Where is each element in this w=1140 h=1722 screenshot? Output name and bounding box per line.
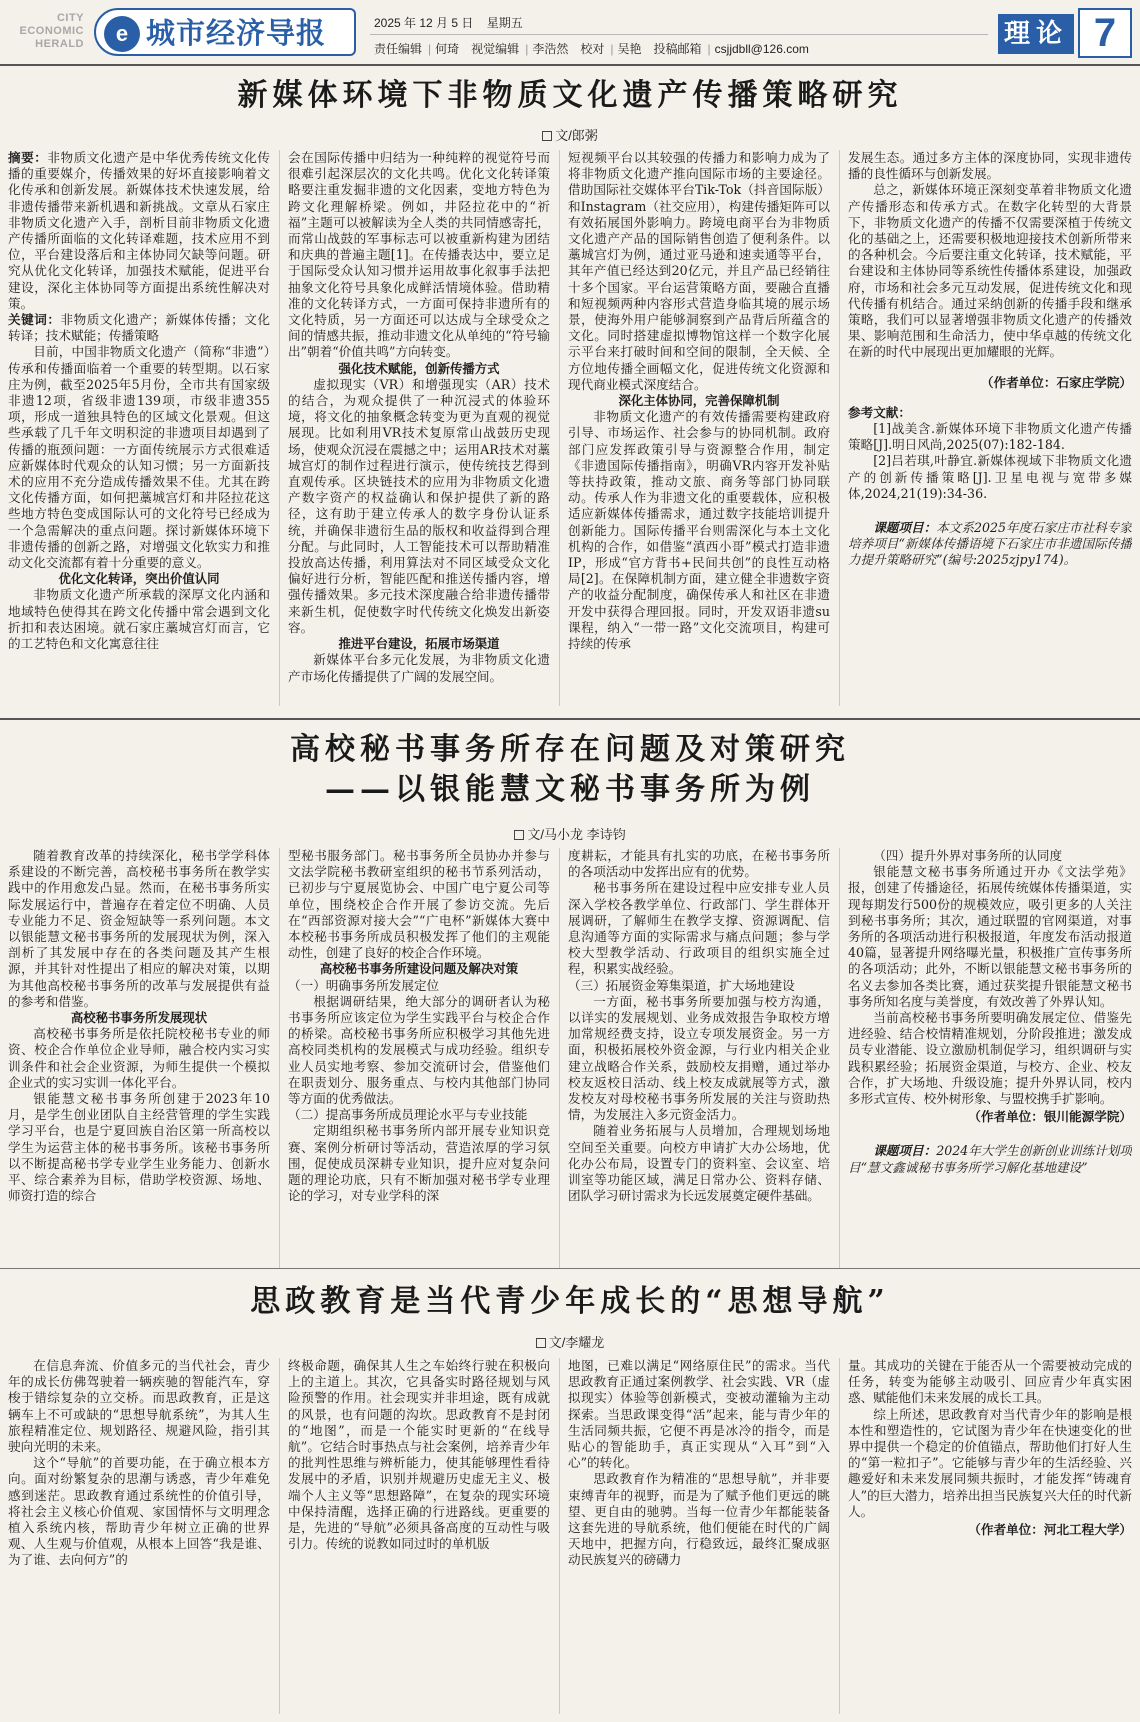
abstract-label: 摘要：	[8, 151, 48, 165]
project-label: 课题项目：	[873, 521, 937, 536]
column-divider	[839, 150, 840, 706]
paragraph: 随着教育改革的持续深化，秘书学学科体系建设的不断完善，高校秘书事务所在教学实践中的作用愈发凸显。然而，在秘书事务所实际发展运行中，普遍存在着定位不明确、人员专业能力不足、资金短缺等一系列问题。本文以银能慧文秘书事务所的发展现状为例，深入剖析了其发展中存在的各类问题及其产生根源，并其针对性提出了相应的解决对策，以期为其他高校秘书事务所的改革与发展提供有益的参考和借鉴。	[8, 848, 270, 1009]
paragraph: 终极命题，确保其人生之车始终行驶在积极向上的主道上。其次，它具备实时路径规划与风险预警的作用。社会现实并非坦途，既有成就的风景，也有问题的沟坎。思政教育不是封闭的“地图”，而是一个能实时更新的“在线导航”。它结合时事热点与社会案例，培养青少年的批判性思维与辨析能力，使其能够理性看待发展中的矛盾，识别并规避历史虚无主义、极端个人主义等“思想路障”，在复杂的现实环境中保持清醒，选择正确的行进路线。更重要的是，先进的“导航”必须具备高度的互动性与吸引力。传统的说教如同过时的单机版	[288, 1358, 550, 1552]
project-text: 2024年大学生创新创业训练计划项目“慧文鑫诚秘书事务所学习解化基地建设”	[848, 1143, 1132, 1175]
paragraph: 度耕耘，才能具有扎实的功底，在秘书事务所的各项活动中发挥出应有的优势。	[568, 848, 830, 880]
reference: [2]吕若琪,叶静宜.新媒体视域下非物质文化遗产的创新传播策略[J].卫星电视与宽带多媒体,2024,21(19):34-36.	[848, 453, 1132, 501]
project-text: 本文系2025年度石家庄市社科专家培养项目“新媒体传播语境下石家庄市非遗国际传播力提升策略研究”(编号:2025zjpy174)。	[848, 520, 1132, 568]
reference: [1]战美含.新媒体环境下非物质文化遗产传播策略[J].明日风尚,2025(07):182-184.	[848, 421, 1132, 453]
column-divider	[559, 150, 560, 706]
byline-box-icon	[536, 1338, 546, 1348]
article3-column-1	[8, 1358, 270, 1714]
column-divider	[279, 1358, 280, 1714]
subheading: （一）明确事务所发展定位	[288, 977, 440, 993]
staff-credits: 责任编辑 | 何琦 视觉编辑 | 李浩然 校对 | 吴艳 投稿邮箱 | csjjdbll@126.com	[374, 42, 809, 56]
paragraph: 发展生态。通过多方主体的深度协同，实现非遗传播的良性循环与创新发展。	[848, 150, 1132, 182]
author: 文/马小龙 李诗钧	[527, 827, 626, 842]
brand-en-line: CITY	[56, 12, 84, 24]
article1-column-2	[288, 150, 550, 706]
paragraph: 根据调研结果，绝大部分的调研者认为秘书事务所应该定位为学生实践平台与校企合作的桥梁。高校秘书事务所应积极学习其他先进高校同类机构的发展模式与成功经验。组织专业人员实地考察、参加交流研讨会，借鉴他们在职责划分、服务重点、与校内其他部门协同等方面的优秀做法。	[288, 993, 550, 1107]
weekday: 星期五	[486, 16, 523, 30]
article2-column-2	[288, 848, 550, 1268]
article3-byline	[0, 1332, 1140, 1351]
article-divider	[0, 718, 1140, 720]
author-unit: （作者单位：河北工程大学）	[968, 1523, 1132, 1538]
project-label: 课题项目：	[873, 1144, 937, 1159]
article2-subtitle: ——以银能慧文秘书事务所为例	[325, 772, 815, 807]
column-divider	[839, 1358, 840, 1714]
keywords-label: 关键词：	[8, 313, 61, 328]
subheading: （二）提高事务所成员理论水平与专业技能	[288, 1107, 528, 1123]
paragraph: 非物质文化遗产的有效传播需要构建政府引导、市场运作、社会参与的协同机制。政府部门应发挥政策引导与资源整合作用，制定《非遗国际传播指南》，明确VR内容开发补贴等扶持政策，推动文旅、商务等部门协同联动。传承人作为非遗文化的重要载体，应积极适应新媒体传播需求，通过数字技能培训提升创新能力。国际传播平台则需深化与本土文化机构的合作，如借鉴“滇西小哥”模式打造非遗IP，形成“官方背书+民间共创”的良性互动格局[2]。在保障机制方面，建立健全非遗数字资产的收益分配制度，确保传承人和社区在非遗开发中获得合理回报。同时，开发双语非遗su课程，纳入“一带一路”文化交流项目，构建可持续的传承	[568, 409, 830, 652]
subheading: 高校秘书事务所建设问题及解决对策	[319, 962, 519, 977]
masthead-rule	[0, 64, 1140, 66]
article1-column-4	[848, 150, 1132, 706]
subheading: 优化文化转译，突出价值认同	[58, 572, 220, 587]
article2-column-4	[848, 848, 1132, 1268]
paragraph: 一方面，秘书事务所要加强与校方沟通，以详实的发展规划、业务成效报告争取校方增加常规经费支持，设立专项发展资金。另一方面，积极拓展校外资金源，与行业内相关企业建立战略合作关系，鼓励校友捐赠，通过举办校友返校日活动、线上校友成就展等方式，激发校友对母校秘书事务所发展的关注与资助热情，为发展注入多元资金活力。	[568, 993, 830, 1123]
submission-email[interactable]: csjjdbll@126.com	[714, 42, 809, 56]
article3-column-2	[288, 1358, 550, 1714]
newspaper-logo	[94, 8, 356, 56]
brand-en-line: ECONOMIC	[19, 25, 84, 37]
staff-role: 校对	[580, 42, 605, 56]
staff-name: 吴艳	[617, 42, 642, 56]
subheading: （三）拓展资金筹集渠道，扩大场地建设	[568, 977, 795, 993]
logo-e-icon: e	[104, 16, 140, 52]
staff-role: 投稿邮箱	[653, 42, 702, 56]
byline-box-icon	[514, 830, 524, 840]
author-unit: （作者单位：银川能源学院）	[968, 1110, 1132, 1125]
author: 文/李耀龙	[548, 1335, 605, 1350]
subheading: 强化技术赋能，创新传播方式	[338, 361, 500, 376]
column-divider	[559, 1358, 560, 1714]
keywords-text: 非物质文化遗产；新媒体传播；文化转译；技术赋能；传播策略	[8, 312, 270, 344]
article2-column-1	[8, 848, 270, 1268]
abstract-text: 非物质文化遗产是中华优秀传统文化传播的重要媒介，传播效果的好坏直接影响着文化传承和创新发展。新媒体技术快速发展，给非遗传播带来新机遇和新挑战。文章从石家庄非物质文化遗产入手，剖析目前非物质文化遗产传播所面临的文化转译难题，技术应用不到位，平台建设落后和主体协同欠缺等问题。研究从优化文化转译，加强技术赋能，促进平台建设，深化主体协同等方面提出系统性解决对策。	[8, 150, 270, 311]
paragraph: 定期组织秘书事务所内部开展专业知识竞赛、案例分析研讨等活动，营造浓厚的学习氛围，促使成员深耕专业知识，提升应对复杂问题的理论功底，只有不断加强对秘书学专业理论的学习，对专业学科的深	[288, 1123, 550, 1204]
paragraph: 型秘书服务部门。秘书事务所全员协办并参与文法学院秘书教研室组织的秘书节系列活动，已初步与宁夏展览协会、中国广电宁夏公司等单位，围绕校企合作开展了参访交流。先后在“西部资源对接大会”“广电杯”新媒体大赛中本校秘书事务所成员积极发挥了他们的主观能动性，创建了良好的校企合作环境。	[288, 848, 550, 961]
references-label: 参考文献：	[848, 405, 911, 420]
paragraph: 这个“导航”的首要功能，在于确立根本方向。面对纷繁复杂的思潮与诱惑，青少年难免感到迷茫。思政教育通过系统性的价值引导，将社会主义核心价值观、家国情怀与文明理念植入系统内核，帮助青少年树立正确的世界观、人生观与价值观，从根本上回答“我是谁、为了谁、去向何方”的	[8, 1455, 270, 1568]
article1-column-3	[568, 150, 830, 706]
paragraph: 随着业务拓展与人员增加，合理规划场地空间至关重要。向校方申请扩大办公场地，优化办公布局，设置专门的资料室、会议室、培训室等功能区域，满足日常办公、资料存储、团队学习研讨需求为长远发展奠定硬件基础。	[568, 1123, 830, 1204]
staff-name: 何琦	[435, 42, 460, 56]
paragraph: 地图，已难以满足“网络原住民”的需求。当代思政教育正通过案例教学、社会实践、VR（虚拟现实）体验等创新模式，变被动灌输为主动探索。当思政课变得“活”起来，能与青少年的生活同频共振，它便不再是冰冷的指令，而是贴心的智能助手，真正实现从“入耳”到“入心”的转化。	[568, 1358, 830, 1471]
article3-title: 思政教育是当代青少年成长的“思想导航”	[250, 1284, 890, 1319]
paragraph: 思政教育作为精准的“思想导航”，并非要束缚青年的视野，而是为了赋予他们更远的眺望、更自由的驰骋。当每一位青少年都能装备这套先进的导航系统，他们便能在时代的广阔天地中，把握方向，行稳致远，最终汇聚成驱动民族复兴的磅礴力	[568, 1471, 830, 1568]
subheading: （四）提升外界对事务所的认同度	[873, 848, 1063, 863]
author: 文/郎粥	[555, 128, 598, 143]
subheading: 高校秘书事务所发展现状	[70, 1011, 208, 1026]
column-divider	[559, 848, 560, 1268]
paragraph: 总之，新媒体环境正深刻变革着非物质文化遗产传播形态和传承方式。在数字化转型的大背景下，非物质文化遗产的传播不仅需要深植于传统文化的基础之上，还需要积极地迎接技术创新所带来的各种机会。今后要注重文化转译，技术赋能，平台建设和主体协同等系统性传播体系建设，加强政府，市场和社会多元互动发展，促进传统文化和现代传播有机结合。通过采纳创新的传播手段和继承策略，我们可以显著增强非物质文化遗产的传播效果、影响范围和生命活力，使中华卓越的传统文化在新的时代中展现出更加耀眼的光辉。	[848, 182, 1132, 360]
paragraph: 高校秘书事务所是依托院校秘书专业的师资、校企合作单位企业导师，融合校内实习实训条件和社会企业资源，为师生提供一个模拟企业式的实习实训一体化平台。	[8, 1026, 270, 1090]
paragraph: 目前，中国非物质文化遗产（简称“非遗”）传承和传播面临着一个重要的转型期。以石家庄为例，截至2025年5月份，全市共有国家级非遗12项，省级非遗139项，市级非遗355项，形成一道独具特色的区域文化景观。但这些承载了几千年文明积淀的非遗项目却遇到了传播的瓶颈问题：一方面传统展示方式很难适应新媒体时代观众的认知习惯；另一方面新技术的应用不充分造成传播效果不佳。尤其在跨文化传播方面，如何把藁城宫灯和井陉拉花这些地方特色变成国际认可的文化符号已经成为一个急需解决的重点问题。探讨新媒体环境下非遗传播的创新之路，对增强文化软实力和推动文化交流都有着十分重要的意义。	[8, 344, 270, 571]
brand-en-line: HERALD	[35, 38, 84, 50]
masthead-divider	[370, 34, 988, 35]
author-unit: （作者单位：石家庄学院）	[980, 375, 1132, 390]
byline-box-icon	[542, 131, 552, 141]
english-brand-name	[8, 12, 84, 51]
paragraph: 虚拟现实（VR）和增强现实（AR）技术的结合，为观众提供了一种沉浸式的体验环境，将文化的抽象概念转变为更为直观的视觉展现。比如利用VR技术复原常山战鼓历史现场，使观众沉浸在震撼之中；运用AR技术对藁城宫灯的制作过程进行演示，使传统技艺得到直观传承。区块链技术的应用为非物质文化遗产数字资产的权益确认和保护提供了新的路径，这有助于建立传承人的数字身份认证系统，并确保非遗衍生品的版权和收益得到合理分配。与此同时，人工智能技术可以帮助精准投放高达传播，利用算法对不同区域受众文化偏好进行分析，智能匹配和推送传播内容，增强传播效果。多元技术深度融合给非遗传播带来新生机，促使数字时代传统文化焕发出新姿容。	[288, 376, 550, 635]
paragraph: 银能慧文秘书事务所通过开办《文法学苑》报，创建了传播途径，拓展传统媒体传播渠道，实现每期发行500份的规模效应，吸引更多的人关注到秘书事务所；其次，通过联盟的官网渠道，对事务所的各项活动进行积极报道，年度发布活动报道40篇，显著提升网络曝光量，积极推广宣传事务所的各项活动；此外，不断以银能慧文秘书事务所的名义去参加各类比赛，通过获奖提升银能慧文秘书事务所知名度与美誉度，有效改善了外界认知。	[848, 864, 1132, 1009]
newspaper-name: 城市经济导报	[146, 16, 327, 50]
paragraph: 综上所述，思政教育对当代青少年的影响是根本性和塑造性的，它试图为青少年在快速变化的世界中提供一个稳定的价值锚点，帮助他们打好人生的“第一粒扣子”。它能够与青少年的生活经验、兴趣爱好和未来发展同频共振时，才能发挥“铸魂育人”的巨大潜力，培养出担当民族复兴大任的时代新人。	[848, 1406, 1132, 1519]
article1-column-1	[8, 150, 270, 706]
date: 2025 年 12 月 5 日	[374, 16, 474, 30]
paragraph: 新媒体平台多元化发展，为非物质文化遗产市场化传播提供了广阔的发展空间。	[288, 652, 550, 684]
section-label: 理论	[998, 14, 1074, 54]
page-number: 7	[1078, 8, 1132, 58]
column-divider	[279, 150, 280, 706]
paragraph: 量。其成功的关键在于能否从一个需要被动完成的任务，转变为能够主动吸引、回应青少年真实困惑、赋能他们未来发展的成长工具。	[848, 1358, 1132, 1406]
article-divider	[0, 1268, 1140, 1269]
paragraph: 短视频平台以其较强的传播力和影响力成为了将非物质文化遗产推向国际市场的主要途径。借助国际社交媒体平台Tik-Tok（抖音国际版）和Instagram（社交应用），构建传播矩阵可以有效拓展国外影响力。跨境电商平台为非物质文化遗产产品的国际销售创造了便利条件。以藁城宫灯为例，通过亚马逊和速卖通等平台，其年产值已经达到20亿元，并且产品已经销往十多个国家。平台运营策略方面，要融合直播和短视频两种内容形式营造身临其境的展示场景，使海外用户能够洞察到产品背后所蕴含的文化。同时搭建虚拟博物馆这样一个数字化展示平台来打破时间和空间的限制，全天候、全方位地传播全画幅文化，促进传统文化资源和现代商业模式深度结合。	[568, 150, 830, 392]
masthead	[0, 0, 1140, 64]
subheading: 深化主体协同，完善保障机制	[618, 394, 780, 409]
paragraph: 在信息奔流、价值多元的当代社会，青少年的成长仿佛驾驶着一辆疾驰的智能汽车，穿梭于错综复杂的立交桥。而思政教育，正是这辆车上不可或缺的“思想导航系统”，为其人生旅程精准定位、规划路径、规避风险，指引其驶向光明的未来。	[8, 1358, 270, 1455]
article2-column-3	[568, 848, 830, 1268]
article2-byline	[0, 824, 1140, 843]
paragraph: 银能慧文秘书事务所创建于2023年10月，是学生创业团队自主经营管理的学生实践学习平台，也是宁夏回族自治区第一所高校以学生为运营主体的秘书事务所。该秘书事务所以不断提高秘书学专业学生业务能力、创新水平、综合素养为目标，借助学校资源、场地、师资打造的综合	[8, 1091, 270, 1204]
column-divider	[839, 848, 840, 1268]
staff-role: 责任编辑	[374, 42, 423, 56]
paragraph: 当前高校秘书事务所要明确发展定位、借鉴先进经验、结合校情精准规划，分阶段推进；激发成员专业潜能、设立激励机制促学习，组织调研与实践积累经验；拓展资金渠道，与校方、企业、校友合作，扩大场地、升级设施；提升外界认同，校内多形式宣传、校外树形象、与盟校携手扩影响。	[848, 1010, 1132, 1107]
staff-name: 李浩然	[532, 42, 569, 56]
paragraph: 秘书事务所在建设过程中应安排专业人员深入学校各教学单位、行政部门、学生群体开展调研，了解师生在教学支撑、资源调配、信息沟通等方面的实际需求与痛点问题；参与学校大型教学活动、行政项目的组织实施全过程，积累实战经验。	[568, 880, 830, 977]
staff-role: 视觉编辑	[471, 42, 520, 56]
article1-byline	[0, 125, 1140, 144]
article1-title: 新媒体环境下非物质文化遗产传播策略研究	[237, 78, 903, 113]
paragraph: 非物质文化遗产所承载的深厚文化内涵和地域特色使得其在跨文化传播中常会遇到文化折扣和表达困境。就石家庄藁城宫灯而言，它的工艺特色和文化寓意往往	[8, 587, 270, 652]
issue-date	[374, 14, 533, 31]
article2-title: 高校秘书事务所存在问题及对策研究	[290, 732, 850, 767]
column-divider	[279, 848, 280, 1268]
article3-column-3	[568, 1358, 830, 1714]
article3-column-4	[848, 1358, 1132, 1714]
paragraph: 会在国际传播中归结为一种纯粹的视觉符号而很难引起深层次的文化共鸣。优化文化转译策略要注重发掘非遗的文化因素，变地方特色为跨文化理解桥梁。例如，井陉拉花中的“祈福”主题可以被解读为全人类的共同情感寄托，而常山战鼓的军事标志可以被重新构建为团结和庆典的普遍主题[1]。在传播表达中，要立足于国际受众认知习惯并运用故事化叙事手法把抽象文化符号具象化成鲜活情境体验。借助精准的文化转译方式，一方面可保持非遗所有的文化特质，另一方面还可以达成与全球受众之间的情感共振，推动非遗文化从单纯的“符号输出”朝着“价值共鸣”方向转变。	[288, 150, 550, 360]
subheading: 推进平台建设，拓展市场渠道	[338, 637, 500, 652]
